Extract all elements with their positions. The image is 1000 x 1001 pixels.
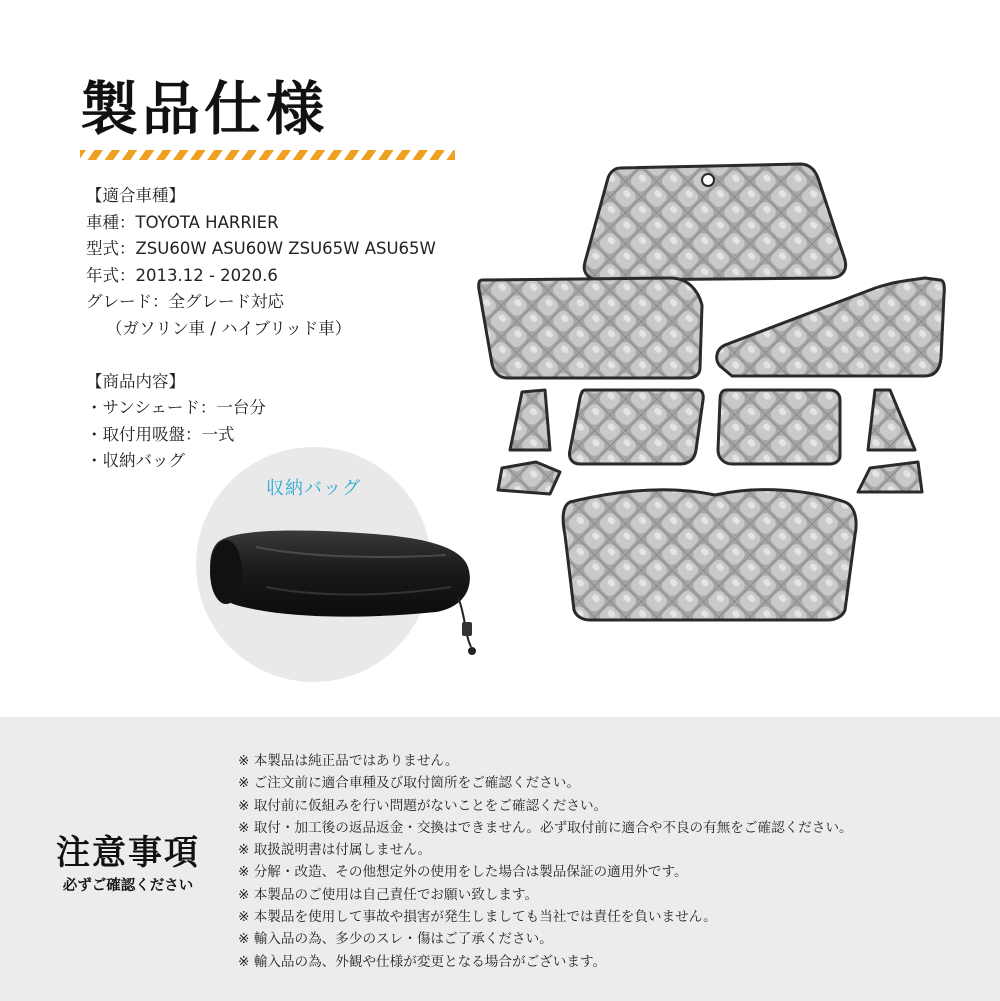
spec-car: 車種：TOYOTA HARRIER [86,212,279,232]
notice-item: ※ 分解・改造、その他想定外の使用をした場合は製品保証の適用外です。 [238,864,688,881]
compat-heading: 【適合車種】 [86,186,185,205]
spec-grade: グレード：全グレード対応 [86,292,284,312]
notice-item: ※ 取付・加工後の返品返金・交換はできません。必ず取付前に適合や不良の有無をご確認ください。 [238,819,853,836]
rear-quarter-left-shade [510,390,550,450]
notice-subtitle: 必ずご確認ください [62,878,194,894]
spec-year: 年式：2013.12 - 2020.6 [86,265,278,285]
windshield-shade [584,164,845,280]
contents-heading: 【商品内容】 [86,371,185,391]
sunshade-set-image [470,150,960,630]
rear-right-door-shade [718,390,840,464]
small-vent-left-shade [498,462,560,494]
notice-item: ※ 輸入品の為、外観や仕様が変更となる場合がございます。 [238,953,607,970]
small-vent-right-shade [858,462,922,492]
notice-item: ※ ご注文前に適合車種及び取付箇所をご確認ください。 [238,775,580,792]
contents-item: ・取付用吸盤：一式 [86,424,235,444]
rear-window-shade [563,490,856,620]
notice-item: ※ 取扱説明書は付属しません。 [238,842,432,859]
notice-item: ※ 本製品を使用して事故や損害が発生しましても当社では責任を負いません。 [238,909,717,926]
bag-label: 収納バッグ [266,478,361,499]
page-title: 製品仕様 [80,75,329,143]
rear-left-door-shade [569,390,703,464]
front-right-door-shade [717,278,945,376]
front-left-door-shade [479,278,702,378]
spec-model: 型式：ZSU60W ASU60W ZSU65W ASU65W [86,239,436,259]
contents-item: ・収納バッグ [86,451,185,471]
spec-grade-note: （ガソリン車 / ハイブリッド車） [106,318,352,338]
notice-item: ※ 本製品のご使用は自己責任でお願い致します。 [238,886,539,903]
notice-item: ※ 本製品は純正品ではありません。 [238,753,459,769]
notice-list [238,750,853,973]
spec-list [86,183,436,475]
accent-stripe-divider [80,150,455,160]
notice-item: ※ 輸入品の為、多少のスレ・傷はご了承ください。 [238,931,553,948]
rear-quarter-right-shade [868,390,915,450]
notice-item: ※ 取付前に仮組みを行い問題がないことをご確認ください。 [238,797,608,814]
contents-item: ・サンシェード：一台分 [86,398,266,418]
notice-title: 注意事項 [56,833,200,873]
